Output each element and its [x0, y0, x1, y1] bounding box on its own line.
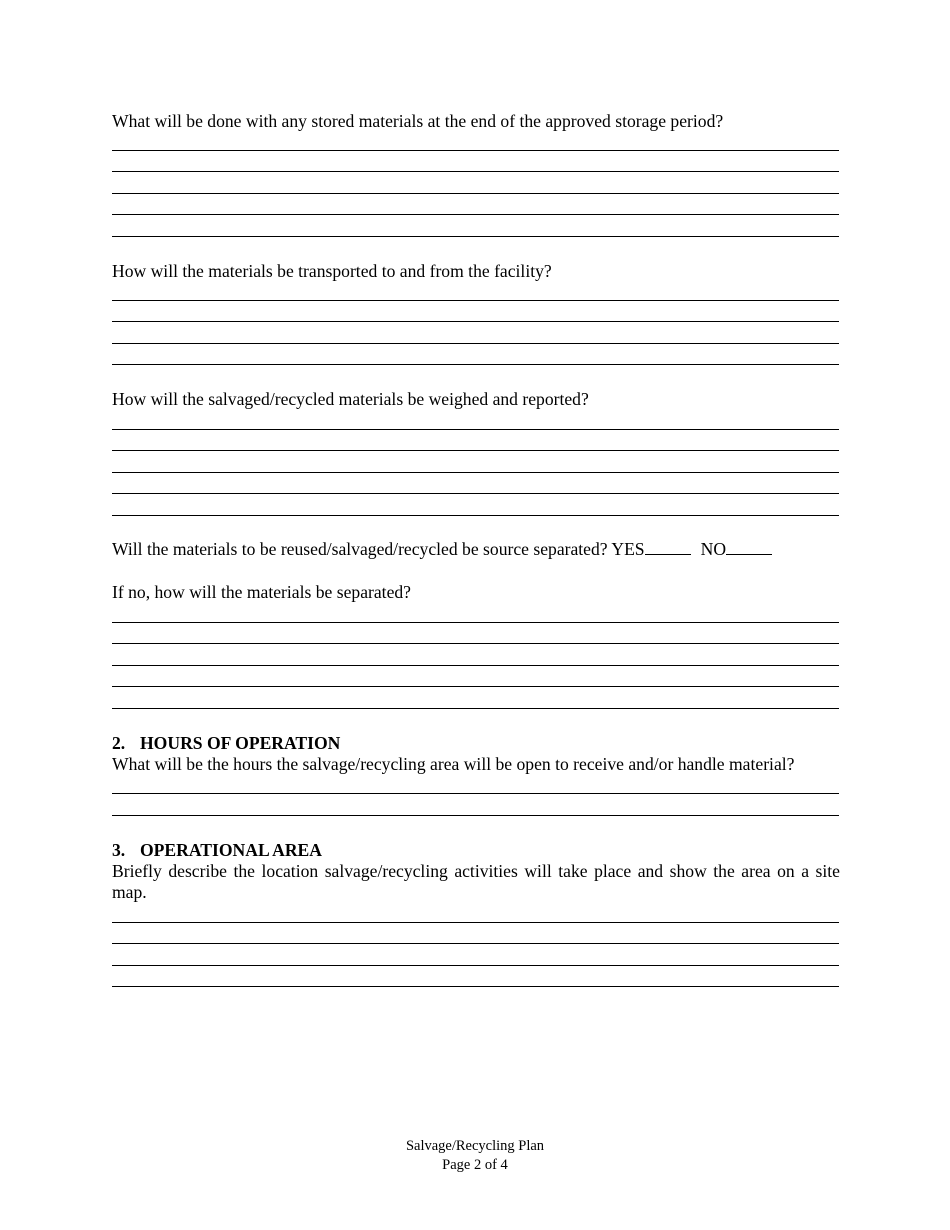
section-heading-hours	[112, 733, 340, 754]
section-title: OPERATIONAL AREA	[140, 840, 322, 860]
section-number: 3.	[112, 840, 126, 860]
answer-line[interactable]	[112, 922, 839, 923]
answer-line[interactable]	[112, 815, 839, 816]
question-area: Briefly describe the location salvage/recycling activities will take place and show the area on a site map.	[112, 861, 840, 902]
answer-line[interactable]	[112, 171, 839, 172]
question-stored-materials: What will be done with any stored materials at the end of the approved storage period?	[112, 111, 724, 131]
answer-line[interactable]	[112, 364, 839, 365]
answer-line[interactable]	[112, 986, 839, 987]
answer-line[interactable]	[112, 150, 839, 151]
answer-line[interactable]	[112, 622, 839, 623]
answer-line[interactable]	[112, 665, 839, 666]
answer-line[interactable]	[112, 321, 839, 322]
answer-line[interactable]	[112, 793, 839, 794]
section-title: HOURS OF OPERATION	[140, 733, 341, 753]
answer-line[interactable]	[112, 214, 839, 215]
answer-line[interactable]	[112, 686, 839, 687]
answer-line[interactable]	[112, 450, 839, 451]
question-transport: How will the materials be transported to and from the facility?	[112, 261, 552, 281]
yes-blank[interactable]	[645, 539, 691, 555]
question-hours: What will be the hours the salvage/recycling area will be open to receive and/or handle material?	[112, 754, 795, 774]
answer-line[interactable]	[112, 708, 839, 709]
question-source-separated	[112, 539, 840, 560]
answer-line[interactable]	[112, 343, 839, 344]
no-blank[interactable]	[726, 539, 772, 555]
answer-line[interactable]	[112, 429, 839, 430]
answer-line[interactable]	[112, 515, 839, 516]
answer-line[interactable]	[112, 300, 839, 301]
answer-line[interactable]	[112, 193, 839, 194]
question-how-separated: If no, how will the materials be separated?	[112, 582, 411, 602]
question-weighed-reported: How will the salvaged/recycled materials be weighed and reported?	[112, 389, 589, 409]
answer-line[interactable]	[112, 965, 839, 966]
question-source-separated-text: Will the materials to be reused/salvaged/recycled be source separated?	[112, 539, 608, 559]
section-number: 2.	[112, 733, 126, 753]
answer-line[interactable]	[112, 643, 839, 644]
section-heading-area	[112, 840, 322, 861]
answer-line[interactable]	[112, 493, 839, 494]
footer-page-number: Page 2 of 4	[442, 1157, 508, 1173]
answer-line[interactable]	[112, 236, 839, 237]
no-label: NO	[700, 539, 727, 559]
answer-line[interactable]	[112, 472, 839, 473]
yes-label: YES	[611, 539, 645, 559]
answer-line[interactable]	[112, 943, 839, 944]
footer-title: Salvage/Recycling Plan	[405, 1138, 545, 1154]
